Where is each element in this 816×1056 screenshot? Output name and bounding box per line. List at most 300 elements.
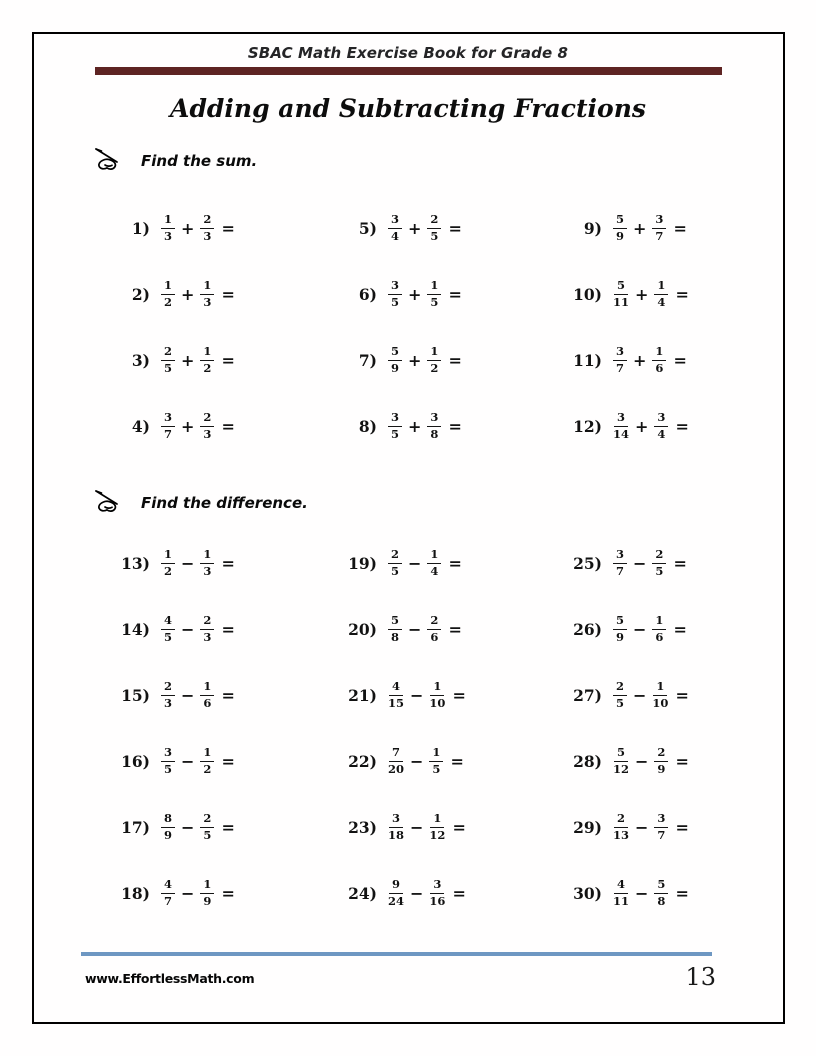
problem-number: 2) bbox=[131, 284, 150, 304]
operator-sign: + bbox=[635, 416, 649, 436]
denominator: 5 bbox=[391, 426, 400, 441]
problem-number: 27) bbox=[573, 685, 602, 705]
problem-18 bbox=[114, 860, 235, 926]
denominator: 2 bbox=[164, 294, 173, 309]
equals-sign: = bbox=[452, 817, 466, 837]
problem-6 bbox=[341, 261, 462, 327]
denominator: 24 bbox=[388, 893, 405, 908]
problem-21 bbox=[341, 662, 466, 728]
operator-sign: + bbox=[181, 284, 195, 304]
denominator: 14 bbox=[613, 426, 630, 441]
numerator: 5 bbox=[614, 746, 628, 761]
writing-hand-icon bbox=[93, 488, 129, 519]
problems-column bbox=[341, 530, 466, 926]
equals-sign: = bbox=[675, 284, 689, 304]
operator-sign: − bbox=[181, 817, 195, 837]
fraction bbox=[200, 614, 214, 643]
problem-26 bbox=[566, 596, 689, 662]
fraction bbox=[388, 680, 404, 709]
numerator: 1 bbox=[200, 680, 214, 695]
denominator: 8 bbox=[391, 629, 400, 644]
numerator: 2 bbox=[161, 680, 175, 695]
problem-number: 8) bbox=[358, 416, 377, 436]
fraction bbox=[200, 878, 214, 907]
denominator: 3 bbox=[203, 629, 212, 644]
equals-sign: = bbox=[673, 553, 687, 573]
fraction bbox=[161, 878, 175, 907]
operator-sign: − bbox=[633, 619, 647, 639]
problem-number: 26) bbox=[573, 619, 602, 639]
numerator: 3 bbox=[654, 812, 668, 827]
operator-sign: − bbox=[408, 553, 422, 573]
fraction bbox=[652, 548, 666, 577]
instruction-sum bbox=[93, 146, 257, 176]
equals-sign: = bbox=[221, 416, 235, 436]
denominator: 5 bbox=[430, 294, 439, 309]
denominator: 5 bbox=[432, 761, 441, 776]
numerator: 4 bbox=[389, 680, 403, 695]
problem-number: 12) bbox=[573, 416, 602, 436]
fraction bbox=[427, 279, 441, 308]
operator-sign: − bbox=[410, 685, 424, 705]
header-rule bbox=[95, 67, 722, 75]
denominator: 5 bbox=[655, 563, 664, 578]
problem-4 bbox=[114, 393, 235, 459]
denominator: 9 bbox=[616, 629, 625, 644]
equals-sign: = bbox=[673, 350, 687, 370]
problem-number: 24) bbox=[348, 883, 377, 903]
fraction bbox=[161, 279, 175, 308]
denominator: 7 bbox=[616, 563, 625, 578]
problems-column bbox=[566, 195, 689, 459]
numerator: 1 bbox=[652, 345, 666, 360]
fraction bbox=[427, 345, 441, 374]
problem-number: 9) bbox=[583, 218, 602, 238]
operator-sign: − bbox=[635, 817, 649, 837]
problem-number: 28) bbox=[573, 751, 602, 771]
fraction bbox=[652, 345, 666, 374]
problem-13 bbox=[114, 530, 235, 596]
fraction bbox=[613, 345, 627, 374]
equals-sign: = bbox=[448, 284, 462, 304]
fraction bbox=[652, 680, 668, 709]
problem-2 bbox=[114, 261, 235, 327]
numerator: 3 bbox=[427, 411, 441, 426]
denominator: 3 bbox=[203, 228, 212, 243]
problem-number: 11) bbox=[573, 350, 602, 370]
fraction bbox=[200, 213, 214, 242]
equals-sign: = bbox=[448, 416, 462, 436]
numerator: 5 bbox=[388, 345, 402, 360]
problem-number: 21) bbox=[348, 685, 377, 705]
fraction bbox=[613, 812, 629, 841]
problem-19 bbox=[341, 530, 466, 596]
fraction bbox=[654, 411, 668, 440]
numerator: 1 bbox=[200, 279, 214, 294]
denominator: 9 bbox=[203, 893, 212, 908]
equals-sign: = bbox=[221, 218, 235, 238]
fraction bbox=[654, 279, 668, 308]
problem-28 bbox=[566, 728, 689, 794]
operator-sign: + bbox=[181, 350, 195, 370]
problem-7 bbox=[341, 327, 462, 393]
operator-sign: − bbox=[181, 553, 195, 573]
numerator: 5 bbox=[388, 614, 402, 629]
denominator: 15 bbox=[388, 695, 405, 710]
denominator: 8 bbox=[657, 893, 666, 908]
denominator: 8 bbox=[430, 426, 439, 441]
numerator: 5 bbox=[613, 614, 627, 629]
operator-sign: − bbox=[181, 685, 195, 705]
instruction-label: Find the sum. bbox=[141, 152, 258, 170]
numerator: 3 bbox=[388, 411, 402, 426]
numerator: 2 bbox=[200, 411, 214, 426]
problem-11 bbox=[566, 327, 689, 393]
numerator: 1 bbox=[200, 746, 214, 761]
problem-15 bbox=[114, 662, 235, 728]
operator-sign: − bbox=[635, 751, 649, 771]
numerator: 2 bbox=[652, 548, 666, 563]
problems-column bbox=[114, 530, 235, 926]
equals-sign: = bbox=[452, 685, 466, 705]
fraction bbox=[161, 345, 175, 374]
equals-sign: = bbox=[221, 619, 235, 639]
denominator: 3 bbox=[164, 695, 173, 710]
equals-sign: = bbox=[448, 350, 462, 370]
problem-23 bbox=[341, 794, 466, 860]
numerator: 4 bbox=[161, 614, 175, 629]
writing-hand-icon bbox=[93, 146, 129, 177]
problem-14 bbox=[114, 596, 235, 662]
problem-29 bbox=[566, 794, 689, 860]
numerator: 5 bbox=[613, 213, 627, 228]
fraction bbox=[652, 213, 666, 242]
problem-number: 13) bbox=[121, 553, 150, 573]
equals-sign: = bbox=[673, 619, 687, 639]
denominator: 6 bbox=[655, 629, 664, 644]
numerator: 8 bbox=[161, 812, 175, 827]
problem-1 bbox=[114, 195, 235, 261]
operator-sign: + bbox=[408, 284, 422, 304]
problem-number: 1) bbox=[131, 218, 150, 238]
fraction bbox=[200, 345, 214, 374]
denominator: 12 bbox=[613, 761, 630, 776]
equals-sign: = bbox=[450, 751, 464, 771]
problem-9 bbox=[566, 195, 689, 261]
operator-sign: − bbox=[410, 883, 424, 903]
denominator: 7 bbox=[657, 827, 666, 842]
problem-number: 6) bbox=[358, 284, 377, 304]
equals-sign: = bbox=[675, 416, 689, 436]
fraction bbox=[388, 279, 402, 308]
equals-sign: = bbox=[675, 685, 689, 705]
operator-sign: + bbox=[633, 350, 647, 370]
denominator: 9 bbox=[657, 761, 666, 776]
equals-sign: = bbox=[673, 218, 687, 238]
problem-16 bbox=[114, 728, 235, 794]
fraction bbox=[613, 680, 627, 709]
fraction bbox=[427, 614, 441, 643]
problem-number: 23) bbox=[348, 817, 377, 837]
problem-8 bbox=[341, 393, 462, 459]
problem-12 bbox=[566, 393, 689, 459]
operator-sign: − bbox=[408, 619, 422, 639]
problem-number: 15) bbox=[121, 685, 150, 705]
equals-sign: = bbox=[221, 817, 235, 837]
problems-column bbox=[114, 195, 235, 459]
numerator: 1 bbox=[652, 614, 666, 629]
numerator: 5 bbox=[614, 279, 628, 294]
instruction-difference bbox=[93, 488, 308, 518]
operator-sign: − bbox=[181, 751, 195, 771]
problem-10 bbox=[566, 261, 689, 327]
fraction bbox=[613, 213, 627, 242]
numerator: 3 bbox=[654, 411, 668, 426]
operator-sign: − bbox=[410, 751, 424, 771]
operator-sign: − bbox=[635, 883, 649, 903]
denominator: 4 bbox=[657, 294, 666, 309]
denominator: 5 bbox=[430, 228, 439, 243]
numerator: 1 bbox=[200, 878, 214, 893]
denominator: 3 bbox=[203, 294, 212, 309]
denominator: 7 bbox=[616, 360, 625, 375]
denominator: 10 bbox=[652, 695, 669, 710]
denominator: 5 bbox=[391, 294, 400, 309]
fraction bbox=[613, 746, 629, 775]
numerator: 4 bbox=[614, 878, 628, 893]
fraction bbox=[427, 213, 441, 242]
numerator: 3 bbox=[388, 213, 402, 228]
numerator: 2 bbox=[200, 213, 214, 228]
problem-number: 18) bbox=[121, 883, 150, 903]
denominator: 4 bbox=[657, 426, 666, 441]
fraction bbox=[429, 812, 445, 841]
numerator: 1 bbox=[654, 279, 668, 294]
numerator: 2 bbox=[200, 614, 214, 629]
footer-website: www.EffortlessMath.com bbox=[85, 971, 255, 986]
instruction-label: Find the difference. bbox=[141, 494, 308, 512]
fraction bbox=[161, 812, 175, 841]
fraction bbox=[161, 213, 175, 242]
book-title: SBAC Math Exercise Book for Grade 8 bbox=[247, 44, 569, 62]
numerator: 3 bbox=[388, 279, 402, 294]
fraction bbox=[429, 878, 445, 907]
problem-number: 19) bbox=[348, 553, 377, 573]
operator-sign: + bbox=[633, 218, 647, 238]
equals-sign: = bbox=[221, 883, 235, 903]
fraction bbox=[161, 614, 175, 643]
fraction bbox=[200, 812, 214, 841]
denominator: 4 bbox=[391, 228, 400, 243]
denominator: 2 bbox=[203, 360, 212, 375]
fraction bbox=[613, 548, 627, 577]
numerator: 2 bbox=[654, 746, 668, 761]
problem-number: 30) bbox=[573, 883, 602, 903]
numerator: 2 bbox=[427, 614, 441, 629]
denominator: 3 bbox=[203, 426, 212, 441]
denominator: 12 bbox=[429, 827, 446, 842]
problems-column bbox=[566, 530, 689, 926]
numerator: 1 bbox=[429, 746, 443, 761]
fraction bbox=[388, 548, 402, 577]
operator-sign: − bbox=[410, 817, 424, 837]
denominator: 2 bbox=[164, 563, 173, 578]
fraction bbox=[388, 345, 402, 374]
denominator: 13 bbox=[613, 827, 630, 842]
numerator: 2 bbox=[388, 548, 402, 563]
denominator: 9 bbox=[616, 228, 625, 243]
equals-sign: = bbox=[221, 751, 235, 771]
denominator: 7 bbox=[655, 228, 664, 243]
fraction bbox=[200, 680, 214, 709]
fraction bbox=[161, 680, 175, 709]
numerator: 1 bbox=[427, 345, 441, 360]
problem-number: 14) bbox=[121, 619, 150, 639]
denominator: 7 bbox=[164, 893, 173, 908]
operator-sign: + bbox=[408, 416, 422, 436]
problem-number: 25) bbox=[573, 553, 602, 573]
fraction bbox=[427, 411, 441, 440]
problem-24 bbox=[341, 860, 466, 926]
equals-sign: = bbox=[675, 883, 689, 903]
numerator: 3 bbox=[652, 213, 666, 228]
numerator: 1 bbox=[430, 812, 444, 827]
problem-number: 4) bbox=[131, 416, 150, 436]
numerator: 3 bbox=[389, 812, 403, 827]
fraction bbox=[654, 746, 668, 775]
operator-sign: + bbox=[408, 218, 422, 238]
operator-sign: + bbox=[181, 218, 195, 238]
denominator: 20 bbox=[388, 761, 405, 776]
numerator: 9 bbox=[389, 878, 403, 893]
fraction bbox=[388, 614, 402, 643]
fraction bbox=[388, 746, 404, 775]
denominator: 6 bbox=[203, 695, 212, 710]
numerator: 2 bbox=[613, 680, 627, 695]
denominator: 9 bbox=[164, 827, 173, 842]
denominator: 9 bbox=[391, 360, 400, 375]
numerator: 3 bbox=[161, 411, 175, 426]
numerator: 3 bbox=[161, 746, 175, 761]
page-number: 13 bbox=[685, 963, 716, 991]
operator-sign: + bbox=[635, 284, 649, 304]
problem-number: 10) bbox=[573, 284, 602, 304]
fraction bbox=[654, 812, 668, 841]
fraction bbox=[388, 878, 404, 907]
numerator: 1 bbox=[161, 548, 175, 563]
numerator: 1 bbox=[427, 279, 441, 294]
denominator: 11 bbox=[613, 893, 630, 908]
denominator: 3 bbox=[164, 228, 173, 243]
problem-20 bbox=[341, 596, 466, 662]
denominator: 5 bbox=[391, 563, 400, 578]
problem-number: 22) bbox=[348, 751, 377, 771]
fraction bbox=[161, 548, 175, 577]
footer-rule bbox=[81, 952, 712, 956]
fraction bbox=[613, 279, 629, 308]
problem-30 bbox=[566, 860, 689, 926]
fraction bbox=[427, 548, 441, 577]
numerator: 1 bbox=[200, 548, 214, 563]
numerator: 1 bbox=[200, 345, 214, 360]
equals-sign: = bbox=[675, 751, 689, 771]
equals-sign: = bbox=[221, 284, 235, 304]
operator-sign: + bbox=[408, 350, 422, 370]
denominator: 4 bbox=[430, 563, 439, 578]
numerator: 2 bbox=[200, 812, 214, 827]
page-title: Adding and Subtracting Fractions bbox=[170, 94, 646, 123]
denominator: 2 bbox=[430, 360, 439, 375]
equals-sign: = bbox=[221, 553, 235, 573]
numerator: 3 bbox=[613, 548, 627, 563]
numerator: 2 bbox=[427, 213, 441, 228]
problem-3 bbox=[114, 327, 235, 393]
problem-number: 5) bbox=[358, 218, 377, 238]
equals-sign: = bbox=[221, 350, 235, 370]
fraction bbox=[613, 614, 627, 643]
denominator: 5 bbox=[616, 695, 625, 710]
operator-sign: − bbox=[181, 619, 195, 639]
numerator: 3 bbox=[613, 345, 627, 360]
fraction bbox=[429, 680, 445, 709]
problem-number: 20) bbox=[348, 619, 377, 639]
numerator: 1 bbox=[653, 680, 667, 695]
denominator: 6 bbox=[430, 629, 439, 644]
numerator: 1 bbox=[161, 213, 175, 228]
denominator: 3 bbox=[203, 563, 212, 578]
fraction bbox=[613, 878, 629, 907]
fraction bbox=[161, 746, 175, 775]
numerator: 1 bbox=[427, 548, 441, 563]
denominator: 10 bbox=[429, 695, 446, 710]
problem-17 bbox=[114, 794, 235, 860]
problem-5 bbox=[341, 195, 462, 261]
denominator: 6 bbox=[655, 360, 664, 375]
problem-22 bbox=[341, 728, 466, 794]
fraction bbox=[388, 213, 402, 242]
numerator: 7 bbox=[389, 746, 403, 761]
denominator: 7 bbox=[164, 426, 173, 441]
fraction bbox=[200, 279, 214, 308]
operator-sign: − bbox=[633, 685, 647, 705]
denominator: 5 bbox=[164, 761, 173, 776]
problem-number: 17) bbox=[121, 817, 150, 837]
problem-number: 7) bbox=[358, 350, 377, 370]
denominator: 18 bbox=[388, 827, 405, 842]
fraction bbox=[161, 411, 175, 440]
fraction bbox=[200, 746, 214, 775]
numerator: 5 bbox=[654, 878, 668, 893]
fraction bbox=[652, 614, 666, 643]
denominator: 5 bbox=[203, 827, 212, 842]
numerator: 3 bbox=[430, 878, 444, 893]
equals-sign: = bbox=[221, 685, 235, 705]
fraction bbox=[613, 411, 629, 440]
problem-number: 16) bbox=[121, 751, 150, 771]
fraction bbox=[388, 411, 402, 440]
fraction bbox=[654, 878, 668, 907]
denominator: 5 bbox=[164, 360, 173, 375]
equals-sign: = bbox=[448, 218, 462, 238]
numerator: 1 bbox=[161, 279, 175, 294]
problem-number: 3) bbox=[131, 350, 150, 370]
numerator: 2 bbox=[614, 812, 628, 827]
problem-27 bbox=[566, 662, 689, 728]
numerator: 2 bbox=[161, 345, 175, 360]
equals-sign: = bbox=[675, 817, 689, 837]
numerator: 4 bbox=[161, 878, 175, 893]
denominator: 2 bbox=[203, 761, 212, 776]
